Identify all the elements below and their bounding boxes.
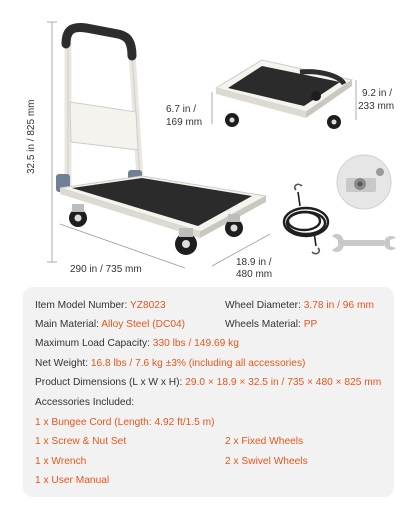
spec-wheels-material: [225, 318, 317, 331]
spec-model-label: Item Model Number:: [35, 300, 128, 311]
spec-accessories-label: Accessories Included:: [35, 397, 135, 408]
spec-product-dimensions: [35, 376, 381, 389]
spec-weight-value: 16.8 lbs / 7.6 kg ±3% (including all accessories): [90, 358, 306, 369]
accessory-item-user-manual: 1 x User Manual: [35, 475, 110, 486]
spec-load-label: Maximum Load Capacity:: [35, 338, 150, 349]
spec-wheels-material-value: PP: [303, 319, 318, 330]
cart-main: [56, 28, 266, 255]
accessory-item-bungee: 1 x Bungee Cord (Length: 4.92 ft/1.5 m): [35, 417, 215, 428]
spec-wheel-diameter: [225, 299, 374, 312]
accessory-item-fixed-wheels: 2 x Fixed Wheels: [225, 436, 304, 447]
height-dimension-label: 32.5 in / 825 mm: [26, 99, 37, 174]
folded-thickness-label-line2: 169 mm: [166, 117, 203, 128]
folded-height-label-line1: 9.2 in /: [362, 88, 393, 99]
height-dimension-line: [47, 22, 57, 262]
spec-weight: [35, 357, 305, 370]
spec-product-dimensions-label: Product Dimensions (L x W x H):: [35, 377, 183, 388]
spec-material-value: Alloy Steel (DC04): [101, 319, 186, 330]
spec-panel: [23, 287, 394, 497]
spec-accessories-heading: [35, 396, 134, 409]
length-dimension-label: 290 in / 735 mm: [70, 264, 142, 275]
screw-zoom-circle: [337, 155, 391, 209]
folded-height-label-line2: 233 mm: [358, 101, 395, 112]
spec-material: [35, 318, 185, 331]
length-dimension-line: [60, 224, 185, 268]
spec-weight-label: Net Weight:: [35, 358, 89, 369]
spec-model-value: YZ8023: [129, 300, 166, 311]
accessory-item-wrench: 1 x Wrench: [35, 456, 87, 467]
spec-model: [35, 299, 166, 312]
width-dimension-label-line1: 18.9 in /: [236, 257, 272, 268]
spec-wheel-diameter-label: Wheel Diameter:: [225, 300, 301, 311]
spec-wheels-material-label: Wheels Material:: [225, 319, 301, 330]
spec-material-label: Main Material:: [35, 319, 99, 330]
spec-wheel-diameter-value: 3.78 in / 96 mm: [303, 300, 374, 311]
accessory-item-swivel-wheels: 2 x Swivel Wheels: [225, 456, 308, 467]
folded-thickness-label-line1: 6.7 in /: [166, 104, 197, 115]
spec-product-dimensions-value: 29.0 × 18.9 × 32.5 in / 735 × 480 × 825 mm: [185, 377, 382, 388]
cart-folded: [216, 60, 352, 129]
wrench: [332, 234, 396, 252]
bungee-cord: [284, 184, 328, 253]
width-dimension-label-line2: 480 mm: [236, 269, 273, 280]
spec-load: [35, 337, 239, 350]
accessory-item-screw-set: 1 x Screw & Nut Set: [35, 436, 127, 447]
spec-load-value: 330 lbs / 149.69 kg: [152, 338, 239, 349]
